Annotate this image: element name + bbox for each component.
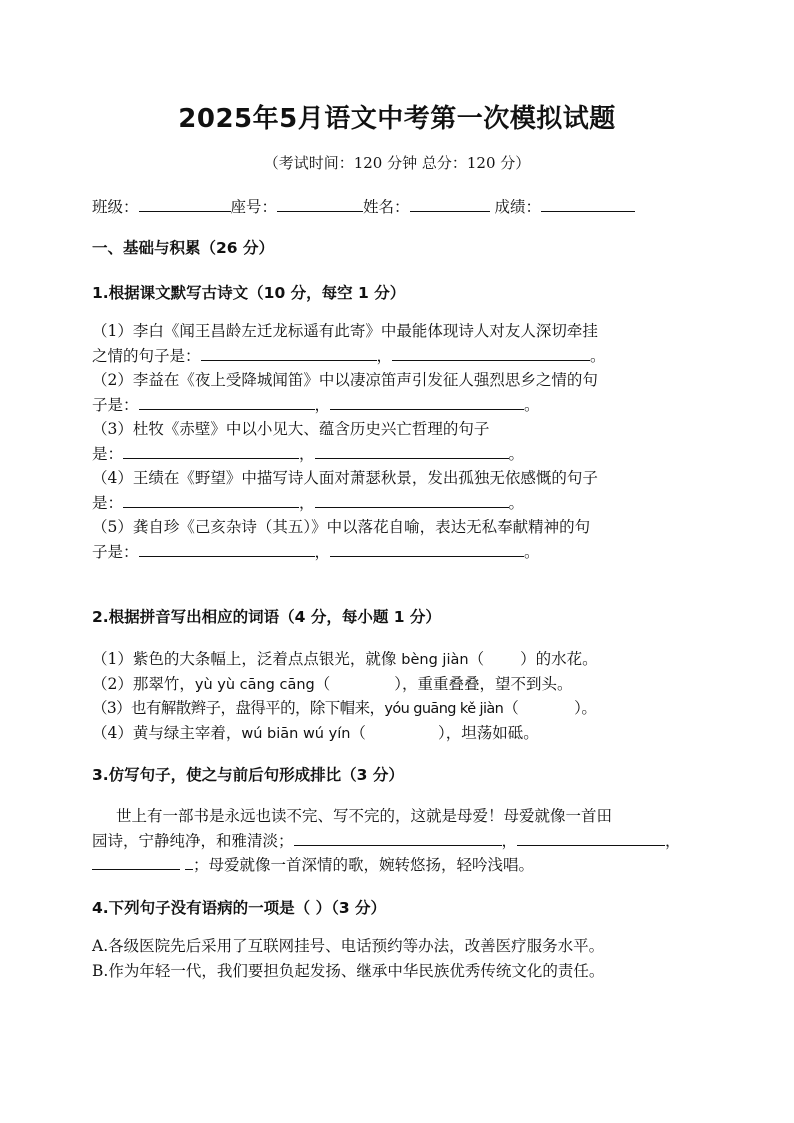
q1-item-4-answer — [92, 491, 718, 516]
seat-label: 座号： — [230, 198, 278, 216]
q1-item-4-text: （4）王绩在《野望》中描写诗人面对萧瑟秋景，发出孤独无依感慨的句子 — [92, 469, 598, 487]
answer-blank — [123, 444, 299, 459]
q1-item-3-text: （3）杜牧《赤壁》中以小见大、蕴含历史兴亡哲理的句子 — [92, 420, 490, 438]
question-3-heading: 3.仿写句子，使之与前后句形成排比（3 分） — [92, 766, 404, 784]
q3-line-3 — [92, 853, 718, 878]
item-tail: ），重重叠叠，望不到头。 — [394, 674, 573, 693]
q2-item-2 — [92, 672, 718, 697]
score-blank — [541, 197, 635, 212]
q1-item-5-text: （5）龚自珍《己亥杂诗（其五）》中以落花自喻，表达无私奉献精神的句 — [92, 518, 591, 536]
answer-blank — [330, 395, 524, 410]
answer-blank — [139, 542, 315, 557]
paren-open: （ — [468, 650, 485, 668]
question-4-heading: 4.下列句子没有语病的一项是（ ）（3 分） — [92, 899, 387, 917]
item-text: （3）也有解散辫子，盘得平的，除下帽来， — [92, 699, 385, 717]
exam-subtitle: （考试时间：120 分钟 总分：120 分） — [263, 154, 531, 172]
q1-item-1-answer — [92, 344, 718, 369]
name-blank — [410, 197, 490, 212]
q1-item-2-answer — [92, 393, 718, 418]
period: 。 — [508, 444, 525, 463]
question-1-body — [92, 319, 718, 564]
period: 。 — [524, 395, 540, 414]
answer-prefix: 是： — [92, 493, 124, 512]
q3-text: 园诗，宁静纯净，和雅清淡； — [92, 831, 294, 850]
question-3-body — [92, 804, 718, 878]
q4-option-b: B.作为年轻一代，我们要担负起发扬、继承中华民族优秀传统文化的责任。 — [92, 961, 605, 980]
item-tail: ）的水花。 — [520, 650, 598, 668]
item-text: （4）黄与绿主宰着， — [92, 723, 242, 742]
comma: ， — [299, 444, 315, 463]
answer-blank — [201, 346, 377, 361]
answer-blank — [392, 346, 590, 361]
answer-blank — [92, 855, 180, 870]
section-heading: 一、基础与积累（26 分） — [92, 239, 274, 257]
answer-blank — [517, 831, 665, 846]
q2-item-1 — [92, 647, 718, 672]
seat-blank — [277, 197, 363, 212]
answer-blank — [139, 395, 315, 410]
answer-blank — [185, 855, 193, 870]
comma: ， — [376, 346, 393, 365]
q2-item-4 — [92, 721, 718, 746]
score-label: 成绩： — [494, 198, 541, 216]
comma: ， — [665, 831, 681, 850]
question-1-heading: 1.根据课文默写古诗文（10 分，每空 1 分） — [92, 284, 406, 302]
comma: ， — [299, 493, 315, 512]
pinyin: yóu guāng kě jiàn — [384, 701, 504, 717]
q1-item-5-answer — [92, 540, 718, 565]
comma: ， — [501, 831, 518, 850]
question-2-heading: 2.根据拼音写出相应的词语（4 分，每小题 1 分） — [92, 608, 441, 626]
answer-blank — [315, 444, 509, 459]
q3-line-2 — [92, 829, 718, 854]
period: 。 — [590, 346, 606, 365]
item-tail: ），坦荡如砥。 — [437, 723, 539, 742]
q4-option-a: A.各级医院先后采用了互联网挂号、电话预约等办法，改善医疗服务水平。 — [92, 937, 605, 955]
comma: ， — [314, 542, 331, 561]
comma: ， — [314, 395, 331, 414]
item-text: （1）紫色的大条幅上，泛着点点银光，就像 — [92, 650, 402, 668]
question-2-body — [92, 647, 718, 745]
q3-text: ；母爱就像一首深情的歌，婉转悠扬，轻吟浅唱。 — [192, 856, 534, 874]
class-blank — [139, 197, 231, 212]
student-info-line — [92, 195, 635, 217]
q1-item-3-answer — [92, 442, 718, 467]
period: 。 — [524, 542, 540, 561]
paren-open: （ — [314, 674, 331, 693]
item-text: （2）那翠竹， — [92, 674, 195, 693]
paren-open: （ — [503, 699, 519, 717]
pinyin: bèng jiàn — [401, 652, 469, 668]
answer-blank — [315, 493, 509, 508]
q1-item-2-text: （2）李益在《夜上受降城闻笛》中以凄凉笛声引发征人强烈思乡之情的句 — [92, 371, 598, 389]
answer-prefix: 是： — [92, 444, 124, 463]
pinyin: yù yù cāng cāng — [194, 676, 315, 693]
answer-blank — [123, 493, 299, 508]
q3-line-1: 世上有一部书是永远也读不完、写不完的，这就是母爱！母爱就像一首田 — [116, 807, 613, 825]
answer-prefix: 子是： — [92, 542, 139, 561]
exam-title: 2025年5月语文中考第一次模拟试题 — [178, 104, 616, 134]
period: 。 — [508, 493, 525, 512]
q1-item-1-text: （1）李白《闻王昌龄左迁龙标遥有此寄》中最能体现诗人对友人深切牵挂 — [92, 322, 598, 340]
answer-blank — [294, 831, 502, 846]
name-label: 姓名： — [363, 198, 410, 216]
paren-open: （ — [350, 723, 366, 742]
q2-item-3 — [92, 696, 718, 721]
question-4-body — [92, 934, 718, 983]
answer-prefix: 之情的句子是： — [92, 346, 201, 365]
item-tail: ）。 — [574, 699, 597, 717]
class-label: 班级： — [92, 198, 139, 216]
answer-prefix: 子是： — [92, 395, 139, 414]
answer-blank — [330, 542, 524, 557]
pinyin: wú biān wú yín — [241, 725, 351, 742]
